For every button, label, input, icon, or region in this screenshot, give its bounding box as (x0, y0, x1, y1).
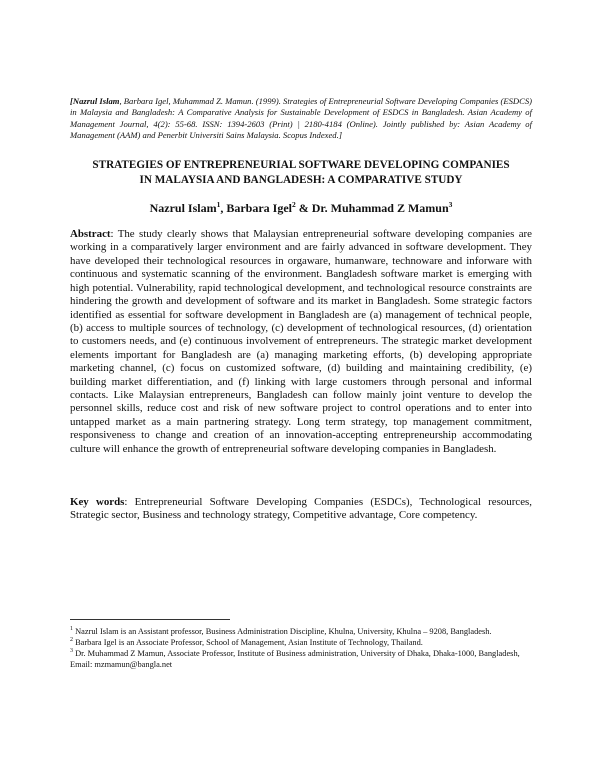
keywords-text: : Entrepreneurial Software Developing Companies (ESDCs), Technological resources, Strategic sector, Business and technology strategy, Competitive advantage, Core competency. (70, 496, 532, 522)
paper-title-line-2: IN MALAYSIA AND BANGLADESH: A COMPARATIVE STUDY (139, 173, 463, 186)
author-separator: , (220, 201, 227, 215)
author-separator: & (295, 201, 312, 215)
footnote-mark: 1 (70, 626, 73, 633)
footnote (70, 626, 532, 637)
keywords-paragraph (70, 496, 532, 523)
footnote (70, 648, 532, 670)
author-list (70, 200, 532, 216)
citation-authors: [Nazrul Islam (70, 96, 120, 106)
paper-title (70, 158, 532, 187)
footnote (70, 637, 532, 648)
footnote-divider (70, 619, 230, 620)
author-name: Dr. Muhammad Z Mamun (311, 201, 449, 215)
author-footnote-mark: 2 (292, 200, 296, 209)
citation-note (70, 96, 532, 142)
footnotes (70, 626, 532, 670)
keywords-label: Key words (70, 496, 125, 508)
abstract-paragraph (70, 228, 532, 456)
author-name: Nazrul Islam (149, 201, 217, 215)
author-name: Barbara Igel (226, 201, 292, 215)
footnote-mark: 3 (70, 648, 73, 655)
abstract-text: : The study clearly shows that Malaysian entrepreneurial software developing companies are working in a comparatively larger environment and are fairly advanced in software development. They have developed their technological resources in orgaware, humanware, technoware and inforware with continuous and systematic scanning of the environment. Bangladesh software market is emerging with high potential. Vulnerability, rapid technological development, and technological resource constraints are hindering the growth and development of software and its market in Bangladesh. Some strategic factors identified as essential for software development in Bangladesh are (a) management of technical people, (b) access to multiple sources of technology, (c) development of technological resources, (d) orientation to customers needs, and (e) continuous involvement of entrepreneurs. The strategic market development elements important for Bangladesh are (a) managing marketing efforts, (b) developing appropriate marketing channel, (c) focus on customized software, (d) building and maintaining credibility, (e) building market differentiation, and (f) linking with large customers through personal and informal contacts. Like Malaysian entrepreneurs, Bangladesh can follow mainly joint venture to develop the personnel skills, reduce cost and risk of new software project to control operations and to enter into untapped market as a main partnering strategy. Long term strategy, top management commitment, responsiveness to change and creation of an innovation-accepting entrepreneurship accommodating culture will enhance the growth of entrepreneurial software developing companies in Bangladesh. (70, 228, 532, 455)
footnote-text: Dr. Muhammad Z Mamun, Associate Professor, Institute of Business administration, University of Dhaka, Dhaka-1000, Bangladesh, Email: mzmamun@bangla.net (70, 649, 520, 669)
footnote-text: Barbara Igel is an Associate Professor, School of Management, Asian Institute of Technology, Thailand. (73, 638, 423, 647)
abstract-label: Abstract (70, 228, 111, 240)
author-footnote-mark: 3 (448, 200, 453, 209)
paper-title-line-1: STRATEGIES OF ENTREPRENEURIAL SOFTWARE DEVELOPING COMPANIES (92, 159, 510, 171)
author-footnote-mark: 1 (216, 200, 221, 209)
footnote-text: Nazrul Islam is an Assistant professor, Business Administration Discipline, Khulna, University, Khulna – 9208, Bangladesh. (73, 627, 492, 636)
citation-text: , Barbara Igel, Muhammad Z. Mamun. (1999). Strategies of Entrepreneurial Software Developing Companies (ESDCS) in Malaysia and Bangladesh: A Comparative Analysis for Sustainable Development of ESDCS in Bangladesh. Asian Academy of Management Journal, 4(2): 55-68. ISSN: 1394-2603 (Print) | 2180-4184 (Online). Jointly published by: Asian Academy of Management (AAM) and Penerbit Universiti Sains Malaysia. Scopus Indexed.] (70, 96, 532, 141)
footnote-mark: 2 (70, 637, 73, 644)
